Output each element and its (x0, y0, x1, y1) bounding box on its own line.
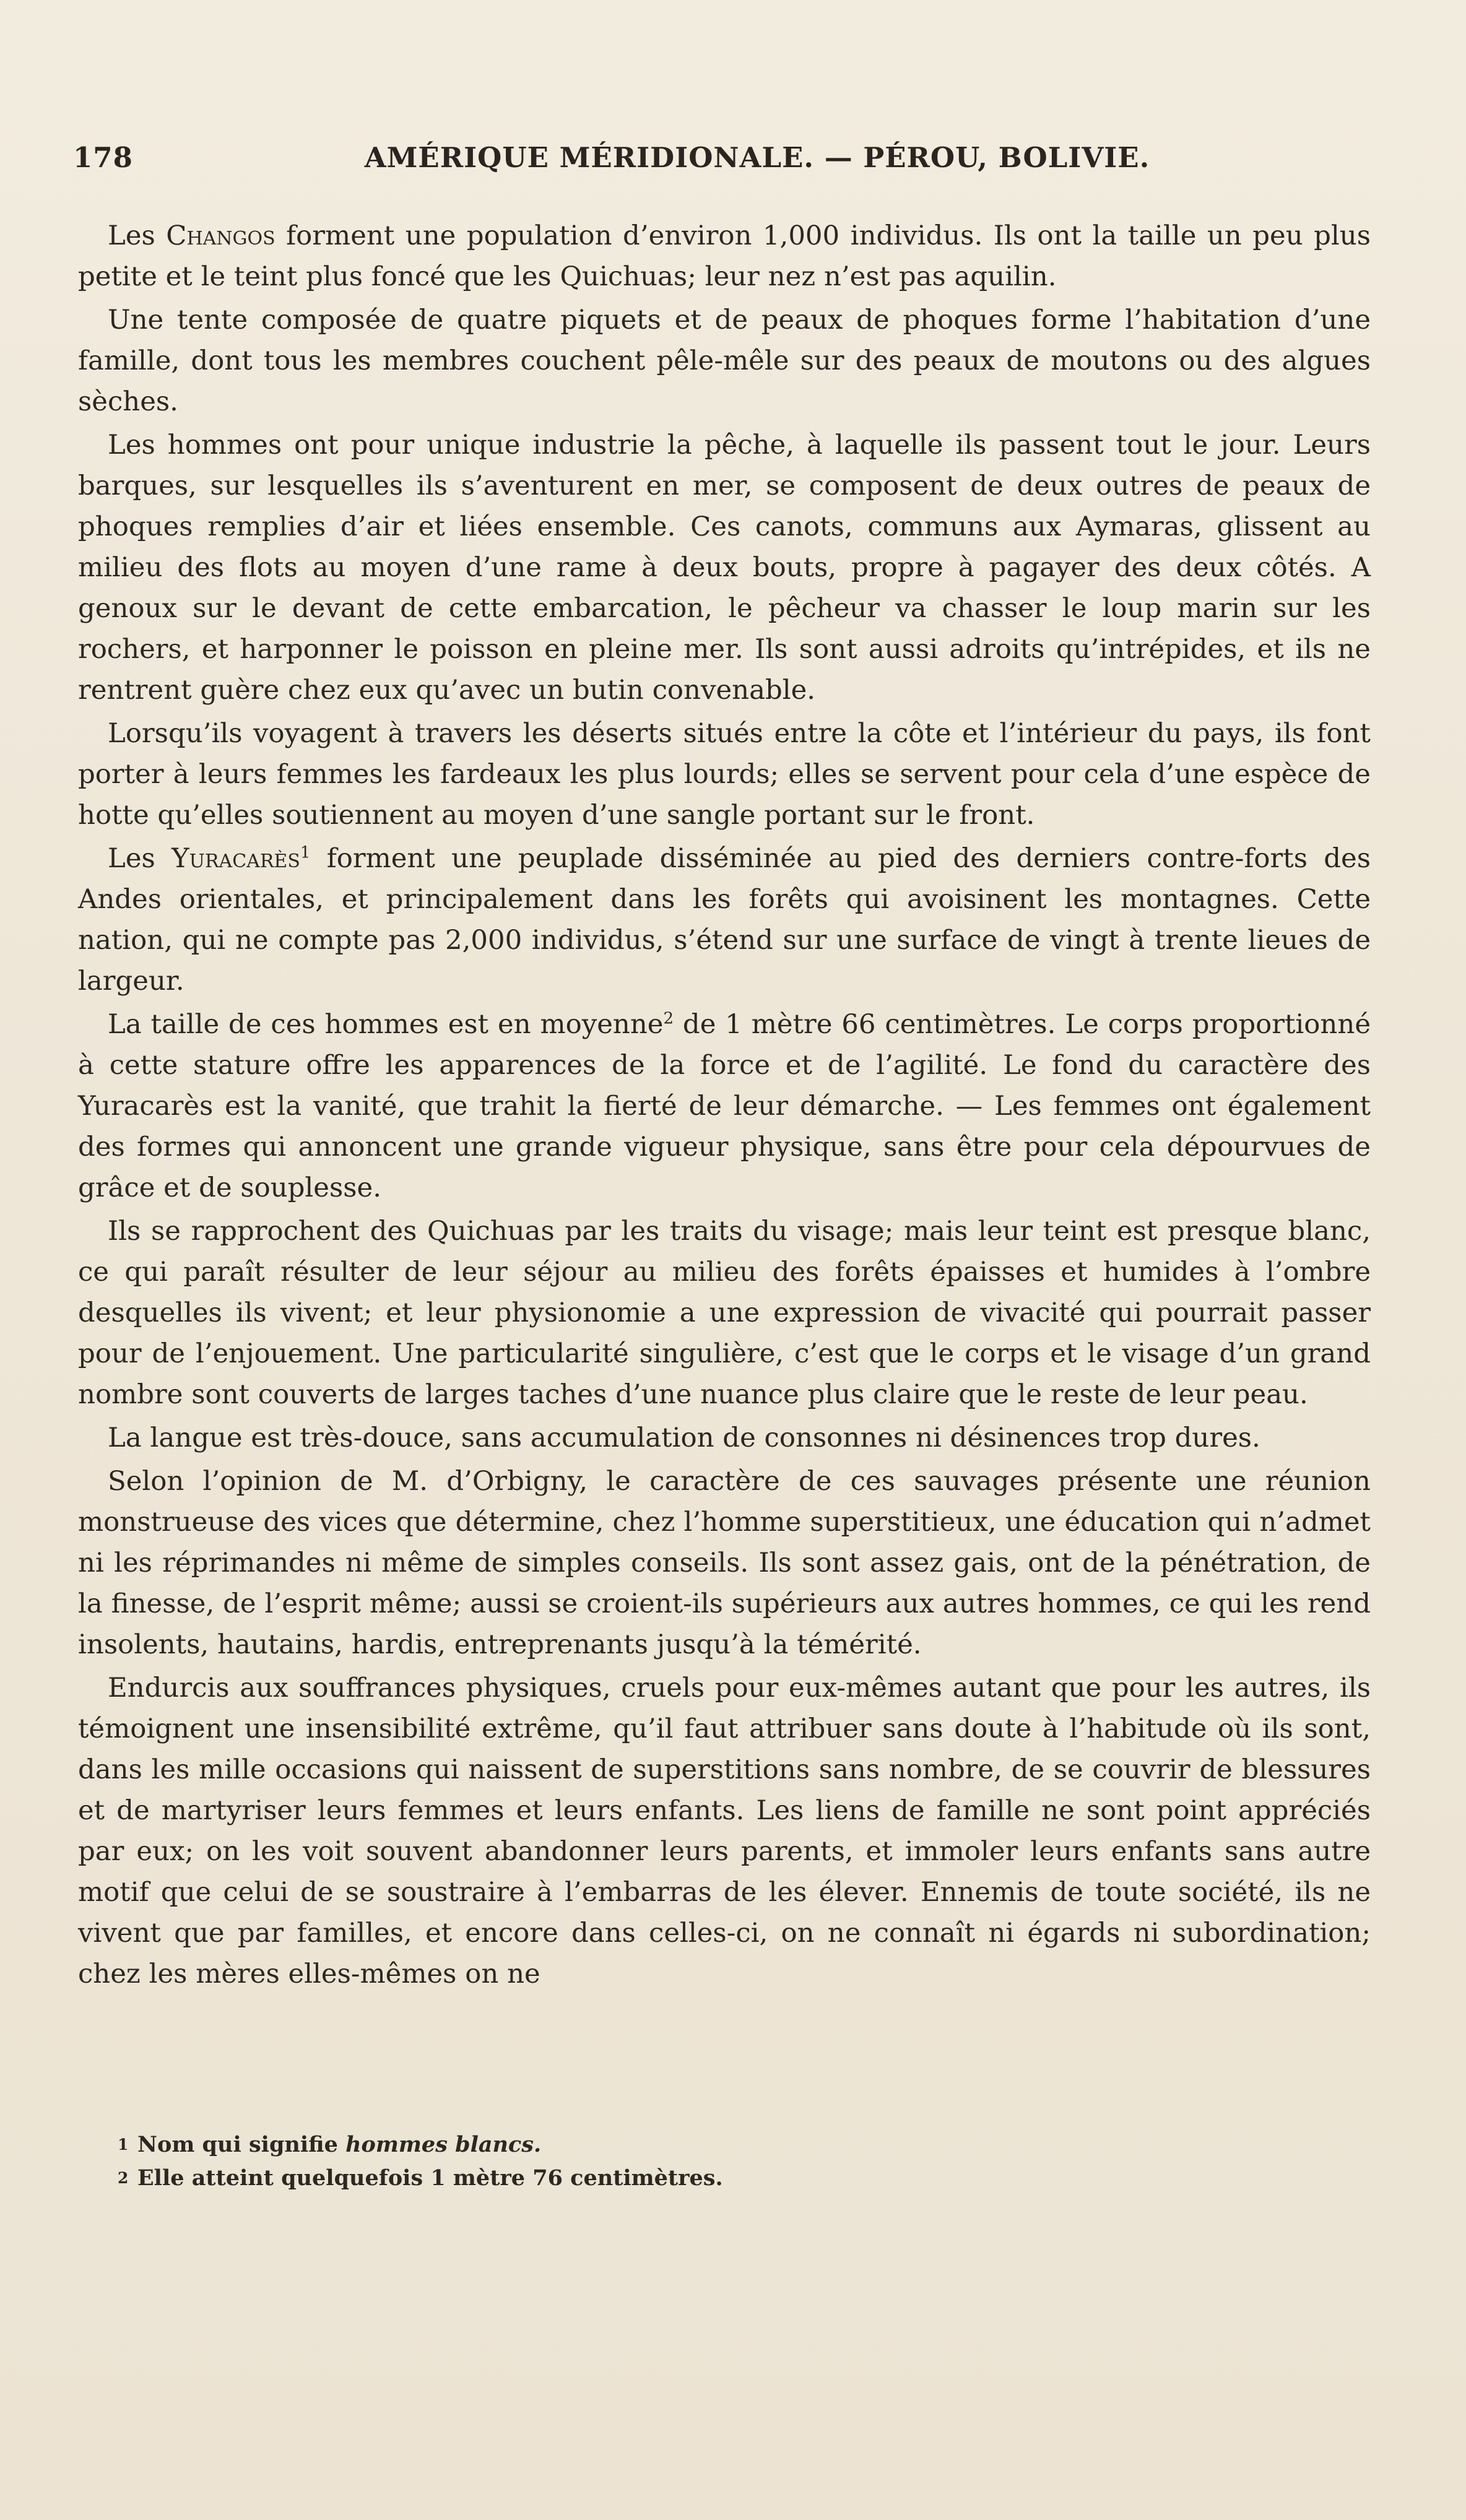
page-number: 178 (73, 141, 133, 174)
paragraph-tent: Une tente composée de quatre piquets et de peaux de phoques forme l’habitation d’une famille, dont tous les membres couchent pêle-mêle sur des peaux de moutons ou des algues sèches. (78, 305, 1371, 417)
paragraph-features: Ils se rapprochent des Quichuas par les traits du visage; mais leur teint est presque blanc, ce qui paraît résulter de leur séjour au milieu des forêts épaisses et humides à l’ombre desquelles ils vivent; et leur physionomie a une expression de vivacité qui pourrait passer pour de l’enjouement. Une particularité singulière, c’est que le corps et le visage d’un grand nombre sont couverts de larges taches d’une nuance plus claire que le reste de leur peau. (78, 1216, 1371, 1410)
running-title: AMÉRIQUE MÉRIDIONALE. — PÉROU, BOLIVIE. (364, 141, 1150, 174)
paragraph-language: La langue est très-douce, sans accumulation de consonnes ni désinences trop dures. (108, 1422, 1260, 1453)
footnote-ref-2: 2 (663, 1009, 674, 1028)
paragraph-stature: La taille de ces hommes est en moyenne$^2$ de 1 mètre 66 centimètres. Le corps proportionné à cette stature offre les apparences de la force et de l’agilité. Le fond du caractère des Yuracarès est la vanité, que trahit la fierté de leur démarche. — Les femmes ont également des formes qui annoncent une grande vigueur physique, sans être pour cela dépourvues de grâce et de souplesse. (78, 1009, 1371, 1203)
page-header (73, 141, 1373, 184)
footnote-2: 2 Elle atteint quelquefois 1 mètre 76 centimètres. (118, 2165, 723, 2191)
paragraph-fishing: Les hommes ont pour unique industrie la pêche, à laquelle ils passent tout le jour. Leurs barques, sur lesquelles ils s’aventurent en mer, se composent de deux outres de peaux de phoques remplies d’air et liées ensemble. Ces canots, communs aux Aymaras, glissent au milieu des flots au moyen d’une rame à deux bouts, propre à pagayer des deux côtés. A genoux sur le devant de cette embarcation, le pêcheur va chasser le loup marin sur les rochers, et harponner le poisson en pleine mer. Ils sont aussi adroits qu’intrépides, et ils ne rentrent guère chez eux qu’avec un butin convenable. (78, 430, 1371, 706)
paragraph-changos: Les Changos forment une population d’environ 1,000 individus. Ils ont la taille un peu plus petite et le teint plus foncé que les Quichuas; leur nez n’est pas aquilin. (78, 220, 1371, 292)
paragraph-yuracares: Les Yuracarès$^1$ forment une peuplade disséminée au pied des derniers contre-forts des Andes orientales, et principalement dans les forêts qui avoisinent les montagnes. Cette nation, qui ne compte pas 2,000 individus, s’étend sur une surface de vingt à trente lieues de largeur. (78, 843, 1371, 997)
footnotes (118, 2128, 1108, 2195)
paragraph-character: Selon l’opinion de M. d’Orbigny, le caractère de ces sauvages présente une réunion monstrueuse des vices que détermine, chez l’homme superstitieux, une éducation qui n’admet ni les réprimandes ni même de simples conseils. Ils sont assez gais, ont de la pénétration, de la finesse, de l’esprit même; aussi se croient-ils supérieurs aux autres hommes, ce qui les rend insolents, hautains, hardis, entreprenants jusqu’à la témérité. (78, 1466, 1371, 1660)
paragraph-travel: Lorsqu’ils voyagent à travers les déserts situés entre la côte et l’intérieur du pays, ils font porter à leurs femmes les fardeaux les plus lourds; elles se servent pour cela d’une espèce de hotte qu’elles soutiennent au moyen d’une sangle portant sur le front. (78, 718, 1371, 831)
footnote-1: 1 Nom qui signifie hommes blancs. (118, 2132, 542, 2157)
tribe-name-yuracares: Yuracarès (171, 843, 300, 874)
tribe-name-changos: Changos (166, 220, 275, 251)
main-text (78, 215, 1371, 1997)
footnote-ref-1: 1 (300, 843, 311, 862)
paragraph-hardship: Endurcis aux souffrances physiques, cruels pour eux-mêmes autant que pour les autres, ils témoignent une insensibilité extrême, qu’il faut attribuer sans doute à l’habitude où ils sont, dans les mille occasions qui naissent de superstitions sans nombre, de se couvrir de blessures et de martyriser leurs femmes et leurs enfants. Les liens de famille ne sont point appréciés par eux; on les voit souvent abandonner leurs parents, et immoler leurs enfants sans autre motif que celui de se soustraire à l’embarras de les élever. Ennemis de toute société, ils ne vivent que par familles, et encore dans celles-ci, on ne connaît ni égards ni subordination; chez les mères elles-mêmes on ne (78, 1673, 1371, 1990)
